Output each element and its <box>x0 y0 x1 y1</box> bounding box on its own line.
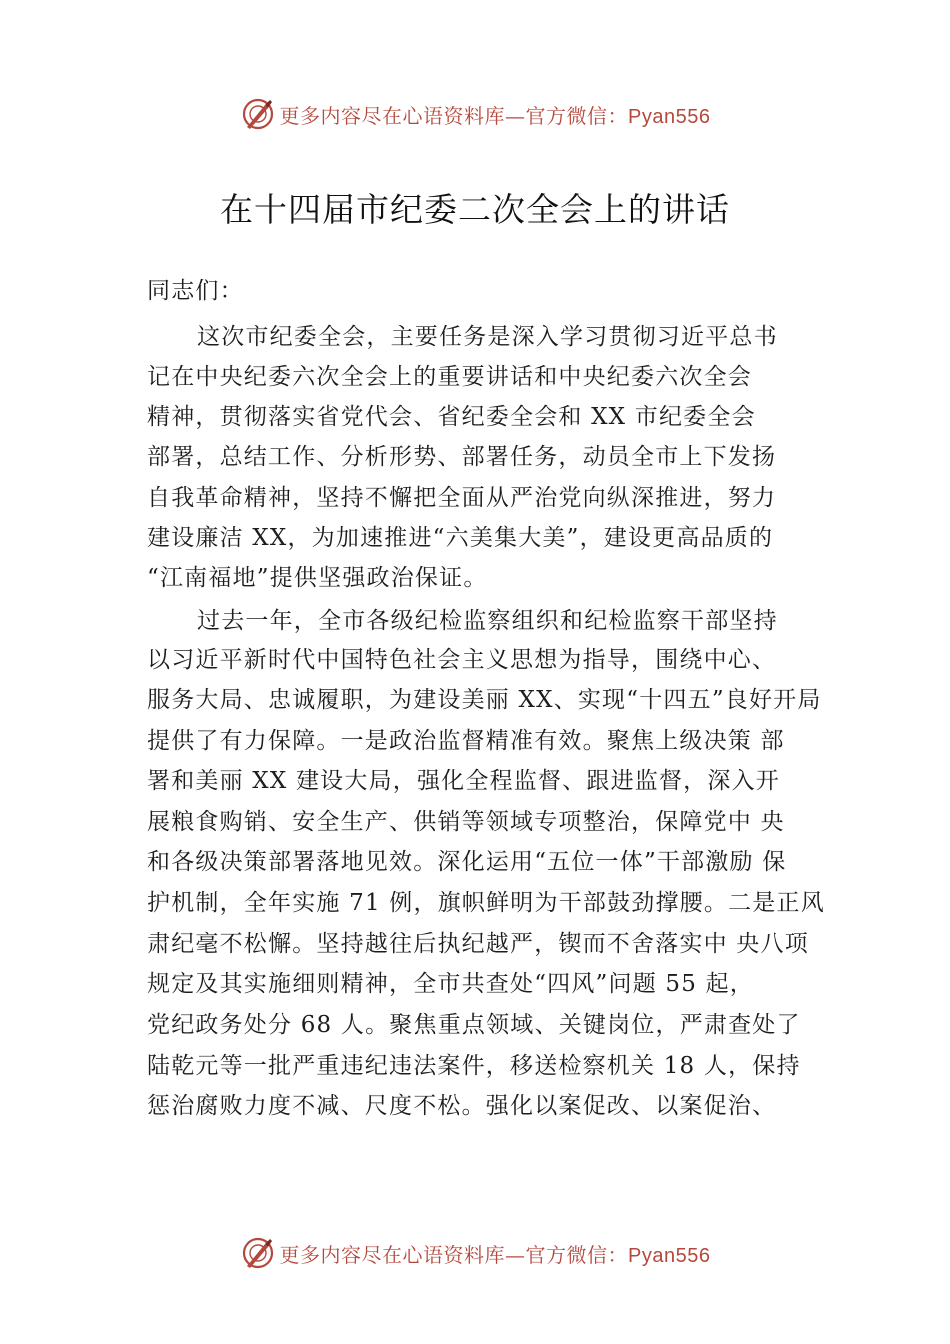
body-line: 肃纪毫不松懈。坚持越往后执纪越严，锲而不舍落实中 央八项 <box>147 931 809 957</box>
banner-slogan: 更多内容尽在心语资料库—官方微信： <box>279 1242 629 1267</box>
wechat-id: Pyan556 <box>628 1244 711 1267</box>
header-banner <box>0 94 950 134</box>
body-line: 护机制，全年实施 71 例，旗帜鲜明为干部鼓劲撑腰。二是正风 <box>147 890 825 916</box>
body-line: 以习近平新时代中国特色社会主义思想为指导，围绕中心、 <box>147 647 777 673</box>
pen-logo-icon <box>240 1235 276 1271</box>
body-line: “江南福地”提供坚强政治保证。 <box>147 565 488 591</box>
body-line: 署和美丽 XX 建设大局，强化全程监督、跟进监督，深入开 <box>147 768 780 794</box>
body-line: 精神，贯彻落实省党代会、省纪委全会和 XX 市纪委全会 <box>147 404 756 430</box>
body-line: 过去一年，全市各级纪检监察组织和纪检监察干部坚持 <box>197 608 778 634</box>
document-title: 在十四届市纪委二次全会上的讲话 <box>220 190 730 229</box>
body-line: 规定及其实施细则精神，全市共查处“四风”问题 55 起， <box>147 971 755 997</box>
salutation: 同志们： <box>147 278 244 304</box>
banner-slogan: 更多内容尽在心语资料库—官方微信： <box>279 103 629 128</box>
body-line: 这次市纪委全会，主要任务是深入学习贯彻习近平总书 <box>197 324 778 350</box>
footer-banner <box>0 1233 950 1273</box>
body-line: 党纪政务处分 68 人。聚焦重点领域、关键岗位，严肃查处了 <box>147 1012 801 1038</box>
body-line: 记在中央纪委六次全会上的重要讲话和中央纪委六次全会 <box>147 364 752 390</box>
pen-logo-icon <box>240 96 276 132</box>
body-line: 惩治腐败力度不减、尺度不松。强化以案促改、以案促治、 <box>147 1093 777 1119</box>
body-line: 部署，总结工作、分析形势、部署任务，动员全市上下发扬 <box>147 444 777 470</box>
banner-text <box>280 1239 711 1268</box>
body-line: 展粮食购销、安全生产、供销等领域专项整治，保障党中 央 <box>147 809 785 835</box>
body-line: 服务大局、忠诚履职，为建设美丽 XX、实现“十四五”良好开局 <box>147 687 822 713</box>
body-line: 提供了有力保障。一是政治监督精准有效。聚焦上级决策 部 <box>147 728 785 754</box>
body-line: 陆乾元等一批严重违纪违法案件，移送检察机关 18 人，保持 <box>147 1053 801 1079</box>
body-line: 建设廉洁 XX，为加速推进“六美集大美”，建设更高品质的 <box>147 525 774 551</box>
body-line: 和各级决策部署落地见效。深化运用“五位一体”干部激励 保 <box>147 849 787 875</box>
body-line: 自我革命精神，坚持不懈把全面从严治党向纵深推进，努力 <box>147 485 777 511</box>
banner-text <box>280 100 711 129</box>
wechat-id: Pyan556 <box>628 105 711 128</box>
